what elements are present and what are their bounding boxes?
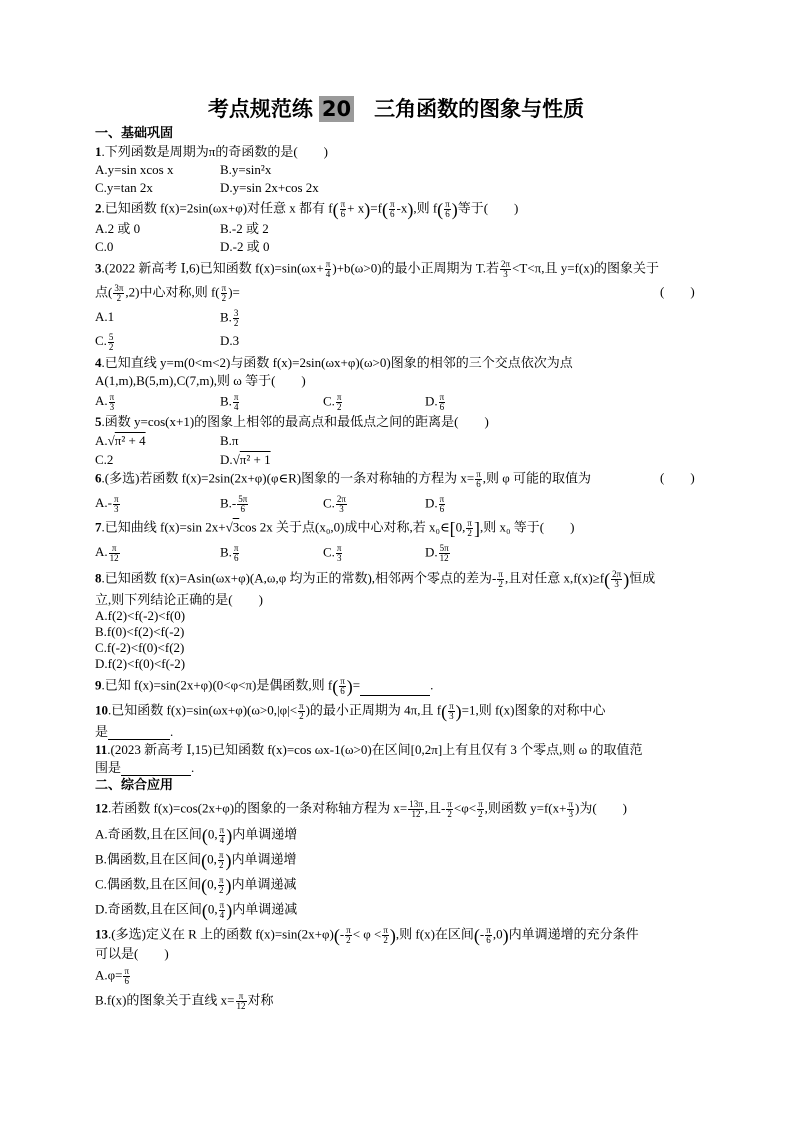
question-text: .已知曲线 f(x)=sin 2x+: [101, 519, 226, 535]
option-a: A.- $\frac{\pi}{3}$: [95, 494, 119, 514]
option-b: B. $\frac{3}{2}$: [220, 308, 239, 328]
question-8-stem-line1: 8.已知函数 f(x)=Asin(ωx+φ)(A,ω,φ 均为正的常数),相邻两个零点的差为- $\frac{\pi}{2}$ ,且对任意 x,f(x)≥f( $\frac{2\pi}{3}$ )恒成: [95, 569, 656, 590]
question-8-option-a: A.f(2)<f(-2)<f(0): [95, 608, 186, 623]
question-4-stem-line2: [95, 373, 306, 389]
option-d: D.-2 或 0: [220, 239, 270, 254]
math-term: -x: [396, 200, 408, 216]
answer-blank[interactable]: [360, 683, 430, 696]
fraction: $\frac{\pi}{6}$: [445, 199, 450, 219]
fraction: $\frac{\pi}{4}$: [325, 259, 331, 279]
question-text: .(2023 新高考 Ⅰ,15)已知函数 f(x)=cos ωx-1(ω>0)在区间[0,2π]上有且仅有 3 个零点,则 ω 的取值范: [107, 742, 643, 757]
section-heading: 二、综合应用: [95, 778, 174, 793]
option-c: C. $\frac{\pi}{2}$: [323, 392, 342, 412]
question-3-options-row1: [95, 308, 239, 328]
option-c: C. $\frac{2\pi}{3}$: [323, 494, 346, 514]
question-number: 8: [95, 570, 102, 586]
question-text: ,且对任意 x,f(x)≥f: [504, 570, 605, 586]
fraction: $\frac{3\pi}{2}$: [114, 283, 124, 303]
question-text: ,则 f: [413, 200, 438, 216]
option-a: A. $\frac{\pi}{3}$: [95, 392, 115, 412]
question-number: 13: [95, 926, 108, 942]
question-12-option-c: C.偶函数,且在区间(0, $\frac{\pi}{2}$ )内单调递减: [95, 875, 297, 896]
question-text: .已知直线 y=m(0<m<2)与函数 f(x)=2sin(ωx+φ)(ω>0)图象的相邻的三个交点依次为点: [101, 355, 573, 370]
question-text: <T<π,且 y=f(x)的图象关于: [512, 260, 660, 276]
option-d: D. $\frac{\pi}{6}$: [425, 494, 445, 514]
option-a: A.2 或 0: [95, 221, 141, 236]
question-number: 7: [95, 519, 102, 535]
question-number: 6: [95, 470, 102, 486]
question-1-options-row2: [95, 180, 319, 196]
question-text: .函数 y=cos(x+1)的图象上相邻的最高点和最低点之间的距离是( ): [101, 414, 489, 429]
question-number: 2: [95, 200, 102, 216]
option-b: B. $\frac{\pi}{4}$: [220, 392, 239, 412]
question-text: A(1,m),B(5,m),C(7,m),则 ω 等于( ): [95, 373, 306, 388]
option-b: B.y=sin²x: [220, 162, 272, 177]
option-d: D. $\frac{\pi}{6}$: [425, 392, 445, 412]
fraction: $\frac{2\pi}{3}$: [501, 259, 511, 279]
question-6-options: [95, 494, 445, 514]
title-main: 三角函数的图象与性质: [374, 97, 585, 121]
question-11-stem-line2: 围是 .: [95, 760, 195, 775]
question-number: 9: [95, 677, 102, 693]
question-2-stem: 2.已知函数 f(x)=2sin(ωx+φ)对任意 x 都有 f( $\frac{\pi}{6}$ + x)=f( $\frac{\pi}{6}$ -x),则 f( $\frac{\pi}{6}$ )等于( ): [95, 199, 519, 220]
question-text: )=: [228, 284, 240, 300]
question-text: ,2)中心对称,则 f(: [125, 284, 220, 300]
title-prefix: 考点规范练: [207, 97, 313, 121]
question-number: 4: [95, 355, 102, 370]
question-6-stem: 6.(多选)若函数 f(x)=2sin(2x+φ)(φ∈R)图象的一条对称轴的方程为 x= $\frac{\pi}{6}$ ,则 φ 可能的取值为 ( ): [95, 469, 695, 489]
option-c: C.0: [95, 239, 114, 254]
question-13-stem-line1: 13.(多选)定义在 R 上的函数 f(x)=sin(2x+φ)(- $\frac{\pi}{2}$ < φ < $\frac{\pi}{2}$ ),则 f(x)在区间(- $\frac{\pi}{6}$ ,0)内单调递增的充分条件: [95, 925, 639, 946]
question-4-options: [95, 392, 445, 412]
question-text: .已知函数 f(x)=2sin(ωx+φ)对任意 x 都有 f: [101, 200, 333, 216]
question-4-stem-line1: [95, 355, 573, 371]
question-1-options-row1: [95, 162, 272, 178]
question-12-option-b: B.偶函数,且在区间(0, $\frac{\pi}{2}$ )内单调递增: [95, 850, 297, 871]
option-c: C.2: [95, 452, 114, 467]
option-a: A.y=sin xcos x: [95, 162, 174, 177]
option-a: A.√π² + 4: [95, 433, 146, 448]
option-b: B.π: [220, 433, 239, 448]
option-b: B. $\frac{\pi}{6}$: [220, 543, 239, 563]
option-d: D.y=sin 2x+cos 2x: [220, 180, 319, 195]
question-number: 5: [95, 414, 102, 429]
question-12-option-a: A.奇函数,且在区间(0, $\frac{\pi}{4}$ )内单调递增: [95, 825, 298, 846]
question-8-option-b: B.f(0)<f(2)<f(-2): [95, 624, 185, 639]
question-2-options-row1: [95, 221, 269, 237]
question-text: )的最小正周期为 4π,且 f: [305, 702, 442, 718]
answer-parenthesis: ( ): [660, 470, 695, 485]
question-text: .下列函数是周期为π的奇函数的是( ): [101, 144, 328, 159]
question-text: )+b(ω>0)的最小正周期为 T.若: [332, 260, 499, 276]
question-number: 1: [95, 144, 102, 159]
question-7-stem: 7.已知曲线 f(x)=sin 2x+√3cos 2x 关于点(x₀,0)成中心对称,若 x₀∈[0, $\frac{\pi}{2}$ ],则 x₀ 等于( ): [95, 518, 575, 539]
question-text: 点(: [95, 284, 113, 300]
option-b: B.-2 或 2: [220, 221, 269, 236]
option-c: C. $\frac{\pi}{3}$: [323, 543, 342, 563]
question-text: cos 2x 关于点(x₀,0)成中心对称,若 x₀∈: [239, 519, 450, 535]
question-5-stem: [95, 414, 489, 430]
question-number: 3: [95, 260, 102, 276]
question-number: 12: [95, 800, 108, 816]
question-text: .已知函数 f(x)=sin(ωx+φ)(ω>0,|φ|<: [108, 702, 298, 718]
fraction: $\frac{\pi}{2}$: [221, 283, 227, 303]
option-d: D. $\frac{5\pi}{12}$: [425, 543, 449, 563]
option-d: D.3: [220, 333, 240, 348]
section-heading: 一、基础巩固: [95, 126, 174, 141]
question-12-stem: 12.若函数 f(x)=cos(2x+φ)的图象的一条对称轴方程为 x= $\frac{13\pi}{12}$ ,且- $\frac{\pi}{2}$ <φ< $\frac{\pi}{2}$ ,则函数 y=f(x+ $\frac{\pi}{3}$ )为( ): [95, 799, 628, 819]
fraction: $\frac{\pi}{6}$: [340, 199, 346, 219]
question-text: .已知函数 f(x)=Asin(ωx+φ)(A,ω,φ 均为正的常数),相邻两个零点的差为: [101, 570, 493, 586]
question-10-stem-line2: 是 .: [95, 724, 174, 739]
question-text: 恒成: [629, 570, 656, 586]
question-text: .(多选)定义在 R 上的函数 f(x)=sin(2x+φ): [108, 926, 334, 942]
question-text: .(2022 新高考 Ⅰ,6)已知函数 f(x)=sin(ωx+: [101, 260, 324, 276]
question-number: 11: [95, 742, 108, 757]
question-8-option-d: D.f(2)<f(0)<f(-2): [95, 656, 186, 671]
question-10-stem-line1: 10.已知函数 f(x)=sin(ωx+φ)(ω>0,|φ|< $\frac{\pi}{2}$ )的最小正周期为 4π,且 f( $\frac{\pi}{3}$ )=1,则 f(x)图象的对称中心: [95, 701, 606, 722]
option-c: C. $\frac{5}{2}$: [95, 332, 114, 352]
question-text: ,则 x₀ 等于( ): [479, 519, 575, 535]
option-d: D.√π² + 1: [220, 452, 271, 467]
option-a: A. $\frac{\pi}{12}$: [95, 543, 119, 563]
answer-blank[interactable]: [108, 727, 170, 740]
question-13-option-a: A.φ= $\frac{\pi}{6}$: [95, 966, 130, 986]
question-7-options: [95, 543, 449, 563]
question-text: =1,则 f(x)图象的对称中心: [461, 702, 606, 718]
question-text: .(多选)若函数 f(x)=2sin(2x+φ)(φ∈R)图象的一条对称轴的方程为 x=: [101, 470, 475, 486]
question-text: .已知 f(x)=sin(2x+φ)(0<φ<π)是偶函数,则 f: [101, 677, 333, 693]
question-8-option-c: C.f(-2)<f(0)<f(2): [95, 640, 185, 655]
question-11-stem-line1: [95, 742, 642, 758]
question-text: .若函数 f(x)=cos(2x+φ)的图象的一条对称轴方程为 x=: [108, 800, 408, 816]
question-text: ,则 φ 可能的取值为: [482, 470, 591, 486]
question-2-options-row2: [95, 239, 270, 255]
question-text: 等于( ): [457, 200, 519, 216]
title-number-badge: 20: [319, 96, 354, 122]
question-9-stem: 9.已知 f(x)=sin(2x+φ)(0<φ<π)是偶函数,则 f( $\frac{\pi}{6}$ )= .: [95, 676, 434, 697]
page-title: [0, 96, 792, 122]
question-5-options-row2: [95, 452, 271, 468]
option-b: B.- $\frac{5\pi}{6}$: [220, 494, 248, 514]
question-3-stem-line2: [95, 283, 695, 303]
option-c: C.y=tan 2x: [95, 180, 153, 195]
question-3-options-row2: [95, 332, 240, 352]
fraction: $\frac{\pi}{6}$: [389, 199, 395, 219]
option-a: A.1: [95, 309, 115, 324]
question-text: =f: [370, 200, 382, 216]
question-13-option-b: B.f(x)的图象关于直线 x= $\frac{\pi}{12}$ 对称: [95, 991, 274, 1011]
answer-blank[interactable]: [121, 763, 191, 776]
math-term: + x: [347, 200, 365, 216]
question-12-option-d: D.奇函数,且在区间(0, $\frac{\pi}{4}$ )内单调递减: [95, 900, 298, 921]
question-text: 立,则下列结论正确的是( ): [95, 592, 263, 607]
answer-parenthesis: ( ): [660, 284, 695, 299]
question-number: 10: [95, 702, 108, 718]
question-13-stem-line2: 可以是( ): [95, 946, 169, 961]
question-8-stem-line2: [95, 592, 263, 608]
question-1-stem: [95, 144, 328, 160]
question-5-options-row1: [95, 433, 239, 449]
question-3-stem-line1: [95, 259, 660, 279]
